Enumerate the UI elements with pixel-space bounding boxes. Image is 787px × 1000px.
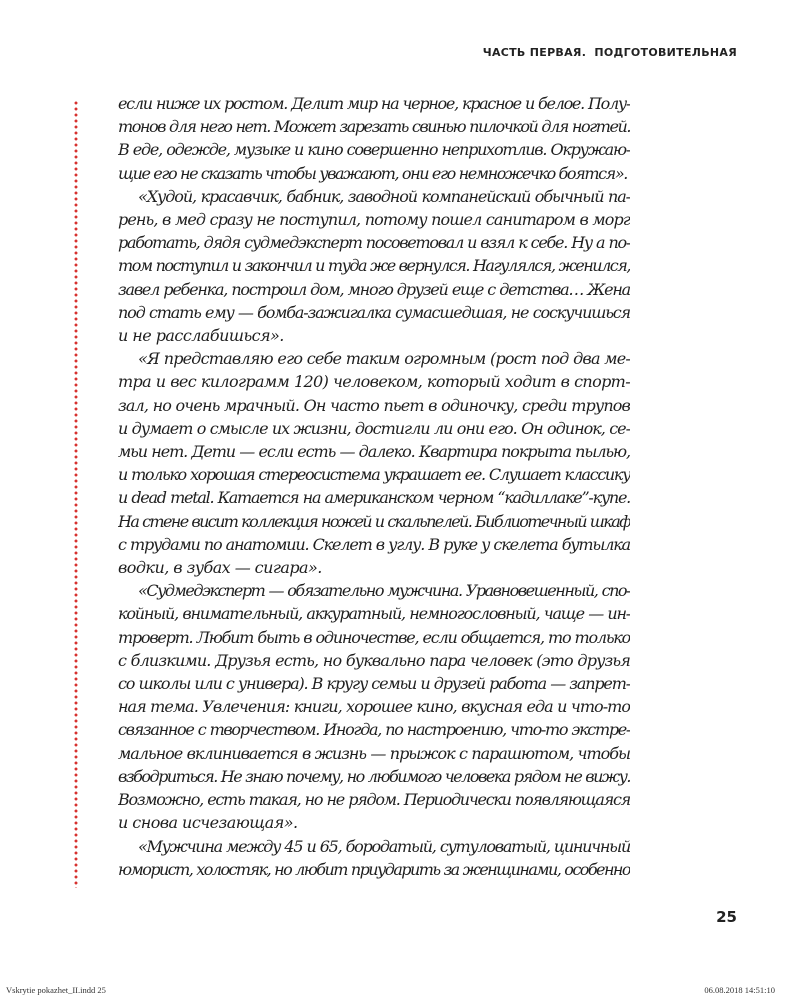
text-line: ная тема. Увлечения: книги, хорошее кино, вкусная еда и что-то — [118, 697, 630, 717]
text-line: тонов для него нет. Может зарезать свинью пилочкой для ногтей. — [118, 117, 630, 137]
text-line: со школы или с универа). В кругу семьи и друзей работа — запрет- — [118, 674, 630, 694]
text-line: «Я представляю его себе таким огромным (рост под два ме- — [138, 349, 630, 369]
text-line: зал, но очень мрачный. Он часто пьет в одиночку, среди трупов — [118, 395, 630, 415]
text-line: и dead metal. Катается на американском черном “кадиллаке”-купе. — [118, 488, 630, 508]
text-line: с близкими. Друзья есть, но буквально пара человек (это друзья — [118, 650, 630, 670]
text-line: взбодриться. Не знаю почему, но любимого человека рядом не вижу. — [118, 766, 630, 786]
page-number: 25 — [716, 908, 737, 926]
text-line: койный, внимательный, аккуратный, немногословный, чаще — ин- — [118, 604, 630, 624]
text-line: троверт. Любит быть в одиночестве, если общается, то только — [118, 627, 630, 647]
text-line: и не расслабишься». — [118, 326, 284, 346]
text-line: «Мужчина между 45 и 65, бородатый, сутуловатый, циничный — [138, 836, 630, 856]
text-line: под стать ему — бомба-зажигалка сумасшедшая, не соскучишься — [118, 302, 630, 322]
text-line: том поступил и закончил и туда же вернулся. Нагулялся, женился, — [118, 256, 630, 276]
text-line: связанное с творчеством. Иногда, по настроению, что-то экстре- — [118, 720, 630, 740]
running-head-section: ПОДГОТОВИТЕЛЬНАЯ — [594, 46, 737, 59]
running-head-part: ЧАСТЬ ПЕРВАЯ. — [482, 46, 587, 59]
text-line: В еде, одежде, музыке и кино совершенно неприхотлив. Окружаю- — [118, 140, 630, 160]
running-head — [483, 46, 737, 59]
text-line: рень, в мед сразу не поступил, потому пошел санитаром в морг — [118, 210, 630, 230]
text-line: На стене висит коллекция ножей и скальпелей. Библиотечный шкаф — [118, 511, 630, 531]
text-line: если ниже их ростом. Делит мир на черное, красное и белое. Полу- — [118, 94, 630, 113]
text-line: щие его не сказать чтобы уважают, они его немножечко боятся». — [118, 163, 627, 183]
red-dotted-rule — [74, 100, 78, 888]
text-line: завел ребенка, построил дом, много друзей еще с детства… Жена — [118, 279, 630, 299]
text-line: работать, дядя судмедэксперт посоветовал и взял к себе. Ну а по- — [118, 233, 630, 253]
text-line: Возможно, есть такая, но не рядом. Периодически появляющаяся — [118, 790, 630, 810]
text-line: мальное вклинивается в жизнь — прыжок с парашютом, чтобы — [118, 743, 630, 763]
print-slug-file: Vskrytie pokazhet_II.indd 25 — [6, 985, 106, 995]
text-line: с трудами по анатомии. Скелет в углу. В руке у скелета бутылка — [118, 534, 630, 554]
print-slug-date: 06.08.2018 14:51:10 — [704, 985, 775, 995]
text-line: «Худой, красавчик, бабник, заводной компанейский обычный па- — [138, 186, 630, 206]
text-line: и снова исчезающая». — [118, 813, 298, 833]
text-line: «Судмедэксперт — обязательно мужчина. Уравновешенный, спо- — [138, 581, 630, 601]
text-line: и только хорошая стереосистема украшает ее. Слушает классику — [118, 465, 630, 485]
text-line: тра и вес килограмм 120) человеком, который ходит в спорт- — [118, 372, 630, 392]
text-line: водки, в зубах — сигара». — [118, 558, 322, 578]
text-line: юморист, холостяк, но любит приударить за женщинами, особенно — [118, 859, 630, 879]
text-line: и думает о смысле их жизни, достигли ли они его. Он одинок, се- — [118, 418, 630, 438]
body-text — [118, 92, 630, 881]
text-line: мьи нет. Дети — если есть — далеко. Квартира покрыта пылью, — [118, 442, 630, 462]
